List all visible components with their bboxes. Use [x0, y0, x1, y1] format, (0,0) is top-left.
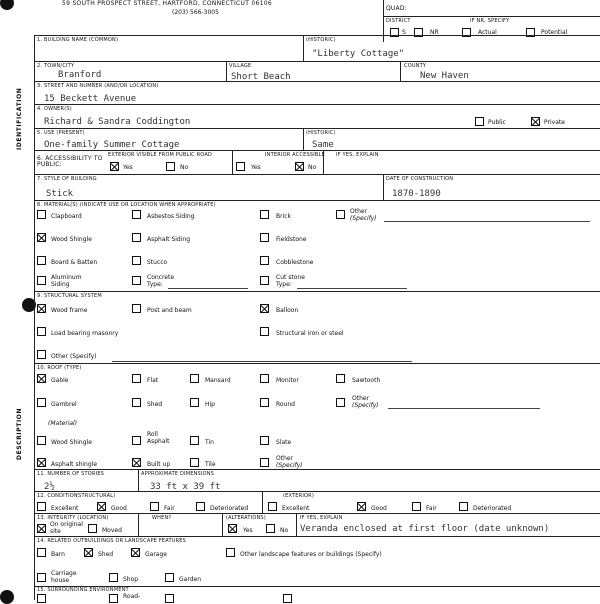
load-bearing-checkbox[interactable] [37, 327, 46, 336]
condition-label: 12. CONDITION [37, 493, 78, 499]
interior-yes-checkbox[interactable] [236, 162, 245, 171]
concrete-checkbox[interactable] [132, 276, 141, 285]
roof-other-label: Other [352, 395, 370, 402]
town-label: 2. TOWN/CITY [37, 63, 75, 69]
use-label: 5. USE (PRESENT) [37, 130, 85, 136]
cobblestone-checkbox[interactable] [260, 256, 269, 265]
potential-label: Potential [541, 29, 568, 36]
structural-iron-checkbox[interactable] [260, 327, 269, 336]
alt-no-label: No [280, 527, 289, 534]
use-historic-value: Same [312, 140, 334, 150]
exterior-yes-checkbox[interactable] [110, 162, 119, 171]
surrounding-open-checkbox[interactable] [37, 594, 46, 603]
cond-good-checkbox[interactable] [97, 502, 106, 511]
stucco-checkbox[interactable] [132, 256, 141, 265]
garden-checkbox[interactable] [165, 573, 174, 582]
roll-label: Roll [147, 431, 158, 438]
dimensions-value: 33 ft x 39 ft [150, 482, 221, 492]
asphalt-shingle-label: Asphalt shingle [51, 461, 98, 468]
slate-label: Slate [276, 439, 292, 446]
roll-asphalt-label: Asphalt [147, 438, 170, 445]
street-value: 15 Beckett Avenue [44, 94, 137, 104]
street-label: 3. STREET AND NUMBER (AND/OR LOCATION) [37, 83, 159, 89]
board-batten-label: Board & Batten [51, 259, 98, 266]
garage-label: Garage [145, 551, 167, 558]
ext-good-checkbox[interactable] [357, 502, 366, 511]
post-beam-label: Post and beam [147, 307, 192, 314]
wood-shingle-label: Wood Shingle [51, 236, 92, 243]
roof-material-label: (Material) [48, 420, 78, 427]
shop-checkbox[interactable] [109, 573, 118, 582]
tile-label: Tile [205, 461, 216, 468]
roof-other-specify: (Specify) [352, 402, 379, 409]
interior-yes-label: Yes [251, 164, 261, 171]
gable-checkbox[interactable] [37, 374, 46, 383]
surrounding-commercial-checkbox[interactable] [283, 594, 292, 603]
exterior-yes-label: Yes [123, 164, 133, 171]
monitor-checkbox[interactable] [260, 374, 269, 383]
surrounding-road-checkbox[interactable] [109, 594, 118, 603]
when-label: WHEN? [152, 515, 172, 521]
material-other-label: Other [350, 208, 368, 215]
district-s-label: S [402, 29, 406, 36]
exterior-visible-label: EXTERIOR VISIBLE FROM PUBLIC ROAD [108, 152, 212, 158]
gable-label: Gable [51, 377, 69, 384]
ext-fair-checkbox[interactable] [412, 502, 421, 511]
built-up-label: Built up [147, 461, 171, 468]
carriage-house-label: house [51, 577, 70, 584]
county-label: COUNTY [404, 63, 427, 69]
integrity-label: 13. INTEGRITY (LOCATION) [37, 515, 109, 521]
alt-no-checkbox[interactable] [266, 524, 275, 533]
material-other-checkbox[interactable] [336, 210, 345, 219]
tin-label: Tin [205, 439, 214, 446]
cobblestone-label: Cobblestone [276, 259, 314, 266]
roof-other2-checkbox[interactable] [260, 458, 269, 467]
flat-checkbox[interactable] [132, 374, 141, 383]
garage-checkbox[interactable] [131, 548, 140, 557]
mansard-checkbox[interactable] [190, 374, 199, 383]
ext-fair-label: Fair [426, 505, 437, 512]
cond-excellent-label: Excellent [51, 505, 79, 512]
cut-stone-checkbox[interactable] [260, 276, 269, 285]
date-construction-label: DATE OF CONSTRUCTION [386, 176, 454, 182]
wood-shingle-checkbox[interactable] [37, 233, 46, 242]
barn-checkbox[interactable] [37, 548, 46, 557]
town-value: Branford [58, 70, 102, 80]
gambrel-checkbox[interactable] [37, 398, 46, 407]
brick-checkbox[interactable] [260, 210, 269, 219]
district-label: DISTRICT [386, 18, 411, 24]
surrounding-road-label: Road- [123, 593, 141, 600]
use-historic-label: (HISTORIC) [306, 130, 336, 136]
cond-good-label: Good [111, 505, 127, 512]
concrete-label: Concrete [147, 274, 175, 281]
actual-label: Actual [478, 29, 497, 36]
county-value: New Haven [420, 71, 469, 81]
hip-label: Hip [205, 401, 215, 408]
shed-roof-checkbox[interactable] [132, 398, 141, 407]
building-name-label: 1. BUILDING NAME (COMMON) [37, 37, 119, 43]
integrity-moved-label: Moved [102, 527, 122, 534]
alt-if-yes-explain-label: IF YES, EXPLAIN [300, 515, 343, 521]
sawtooth-label: Sawtooth [352, 377, 381, 384]
flat-label: Flat [147, 377, 159, 384]
private-checkbox[interactable] [531, 117, 540, 126]
ext-excellent-label: Excellent [282, 505, 310, 512]
carriage-label: Carriage [51, 570, 77, 577]
brick-label: Brick [276, 213, 292, 220]
private-label: Private [544, 119, 565, 126]
punch-hole-top [0, 0, 14, 10]
roof-other2-label: Other [276, 455, 294, 462]
interior-accessible-label: INTERIOR ACCESSIBLE [265, 152, 325, 158]
carriage-house-checkbox[interactable] [37, 573, 46, 582]
style-value: Stick [46, 189, 74, 199]
asphalt-shingle-checkbox[interactable] [37, 458, 46, 467]
cond-deteriorated-label: Deteriorated [210, 505, 249, 512]
style-label: 7. STYLE OF BUILDING [37, 176, 97, 182]
roll-asphalt-checkbox[interactable] [132, 436, 141, 445]
roof-label: 10. ROOF (TYPE) [37, 365, 82, 371]
cond-excellent-checkbox[interactable] [37, 502, 46, 511]
ext-good-label: Good [371, 505, 387, 512]
alt-yes-checkbox[interactable] [228, 524, 237, 533]
siding-label: Siding [51, 281, 70, 288]
mansard-label: Mansard [205, 377, 231, 384]
structural-iron-label: Structural iron or steel [276, 330, 344, 337]
condition-exterior-label: (EXTERIOR) [283, 493, 314, 499]
cond-fair-checkbox[interactable] [150, 502, 159, 511]
ext-deteriorated-checkbox[interactable] [459, 502, 468, 511]
asphalt-siding-label: Asphalt Siding [147, 236, 191, 243]
identification-section-label: IDENTIFICATION [16, 87, 23, 150]
punch-hole-bottom [0, 590, 14, 604]
balloon-checkbox[interactable] [260, 304, 269, 313]
slate-checkbox[interactable] [260, 436, 269, 445]
asbestos-checkbox[interactable] [132, 210, 141, 219]
stucco-label: Stucco [147, 259, 168, 266]
exterior-no-checkbox[interactable] [166, 162, 175, 171]
shop-label: Shop [123, 576, 139, 583]
aluminum-siding-checkbox[interactable] [37, 276, 46, 285]
historic-name-value: "Liberty Cottage" [312, 49, 405, 59]
access-if-yes-explain-label: IF YES, EXPLAIN [336, 152, 379, 158]
owner-value: Richard & Sandra Coddington [44, 117, 191, 127]
exterior-no-label: No [180, 164, 189, 171]
surrounding-label: 15. SURROUNDING ENVIRONMENT [37, 587, 129, 593]
agency-phone: (203) 566-3005 [172, 9, 219, 16]
hip-checkbox[interactable] [190, 398, 199, 407]
sawtooth-checkbox[interactable] [336, 374, 345, 383]
structural-other-label: Other (Specify) [51, 353, 97, 360]
public-label: Public [488, 119, 506, 126]
village-value: Short Beach [231, 72, 291, 82]
structural-label: 9. STRUCTURAL SYSTEM [37, 293, 102, 299]
round-checkbox[interactable] [260, 398, 269, 407]
village-label: VILLAGE [229, 63, 252, 69]
wood-frame-checkbox[interactable] [37, 304, 46, 313]
quad-label: QUAD: [386, 5, 407, 12]
alterations-value: Veranda enclosed at first floor (date unknown) [300, 524, 550, 534]
barn-label: Barn [51, 551, 65, 558]
asbestos-label: Asbestos Siding [147, 213, 195, 220]
clapboard-label: Clapboard [51, 213, 82, 220]
concrete-type-label: Type: [147, 281, 163, 288]
garden-label: Garden [179, 576, 201, 583]
roof-wood-shingle-label: Wood Shingle [51, 439, 92, 446]
cond-deteriorated-checkbox[interactable] [196, 502, 205, 511]
stories-label: 11. NUMBER OF STORIES [37, 471, 104, 477]
use-value: One-family Summer Cottage [44, 140, 180, 150]
monitor-label: Monitor [276, 377, 299, 384]
if-nr-specify-label: IF NR, SPECIFY [470, 18, 510, 24]
surrounding-residential-checkbox[interactable] [165, 594, 174, 603]
material-other-specify: (Specify) [350, 215, 377, 222]
ext-excellent-checkbox[interactable] [268, 502, 277, 511]
tin-checkbox[interactable] [190, 436, 199, 445]
cut-stone-label: Cut stone [276, 274, 305, 281]
board-batten-checkbox[interactable] [37, 256, 46, 265]
public-checkbox[interactable] [475, 117, 484, 126]
dimensions-label: APPROXIMATE DIMENSIONS [141, 471, 215, 477]
post-beam-checkbox[interactable] [132, 304, 141, 313]
historic-name-label: (HISTORIC) [306, 37, 336, 43]
interior-no-label: No [308, 164, 317, 171]
alterations-label: (ALTERATIONS) [226, 515, 266, 521]
structural-other-checkbox[interactable] [37, 350, 46, 359]
integrity-on-site-checkbox[interactable] [37, 524, 46, 533]
alt-yes-label: Yes [243, 527, 253, 534]
fieldstone-label: Fieldstone [276, 236, 307, 243]
shed-label: Shed [98, 551, 114, 558]
roof-other2-specify: (Specify) [276, 462, 303, 469]
ext-deteriorated-label: Deteriorated [473, 505, 512, 512]
round-label: Round [276, 401, 295, 408]
integrity-on-site-label: On original site [50, 521, 83, 535]
accessibility-label: 6. ACCESSIBILITY TO PUBLIC: [37, 155, 103, 168]
built-up-checkbox[interactable] [132, 458, 141, 467]
clapboard-checkbox[interactable] [37, 210, 46, 219]
cut-stone-type-label: Type: [276, 281, 292, 288]
load-bearing-label: Load bearing masonry [51, 330, 119, 337]
date-construction-value: 1870-1890 [392, 189, 441, 199]
related-label: 14. RELATED OUTBUILDINGS OR LANDSCAPE FEATURES [37, 538, 187, 544]
fieldstone-checkbox[interactable] [260, 233, 269, 242]
gambrel-label: Gambrel [51, 401, 77, 408]
material-label: 8. MATERIAL(S) (INDICATE USE OR LOCATION WHEN APPROPRIATE) [37, 202, 216, 208]
interior-no-checkbox[interactable] [295, 162, 304, 171]
shed-checkbox[interactable] [84, 548, 93, 557]
integrity-moved-checkbox[interactable] [88, 524, 97, 533]
balloon-label: Balloon [276, 307, 299, 314]
condition-structural-label: (STRUCTURAL) [76, 493, 116, 499]
asphalt-siding-checkbox[interactable] [132, 233, 141, 242]
related-other-label: Other landscape features or buildings (Specify) [240, 551, 382, 558]
wood-frame-label: Wood frame [51, 307, 88, 314]
roof-other-checkbox[interactable] [336, 398, 345, 407]
shed-roof-label: Shed [147, 401, 163, 408]
description-section-label: DESCRIPTION [16, 407, 23, 460]
owner-label: 4. OWNER(S) [37, 106, 72, 112]
related-other-checkbox[interactable] [226, 548, 235, 557]
district-nr-label: NR [430, 29, 439, 36]
stories-value: 2½ [44, 482, 55, 492]
aluminum-label: Aluminum [51, 274, 82, 281]
tile-checkbox[interactable] [190, 458, 199, 467]
agency-address: 59 SOUTH PROSPECT STREET, HARTFORD, CONNECTICUT 06106 [62, 0, 272, 7]
cond-fair-label: Fair [164, 505, 175, 512]
roof-wood-shingle-checkbox[interactable] [37, 436, 46, 445]
